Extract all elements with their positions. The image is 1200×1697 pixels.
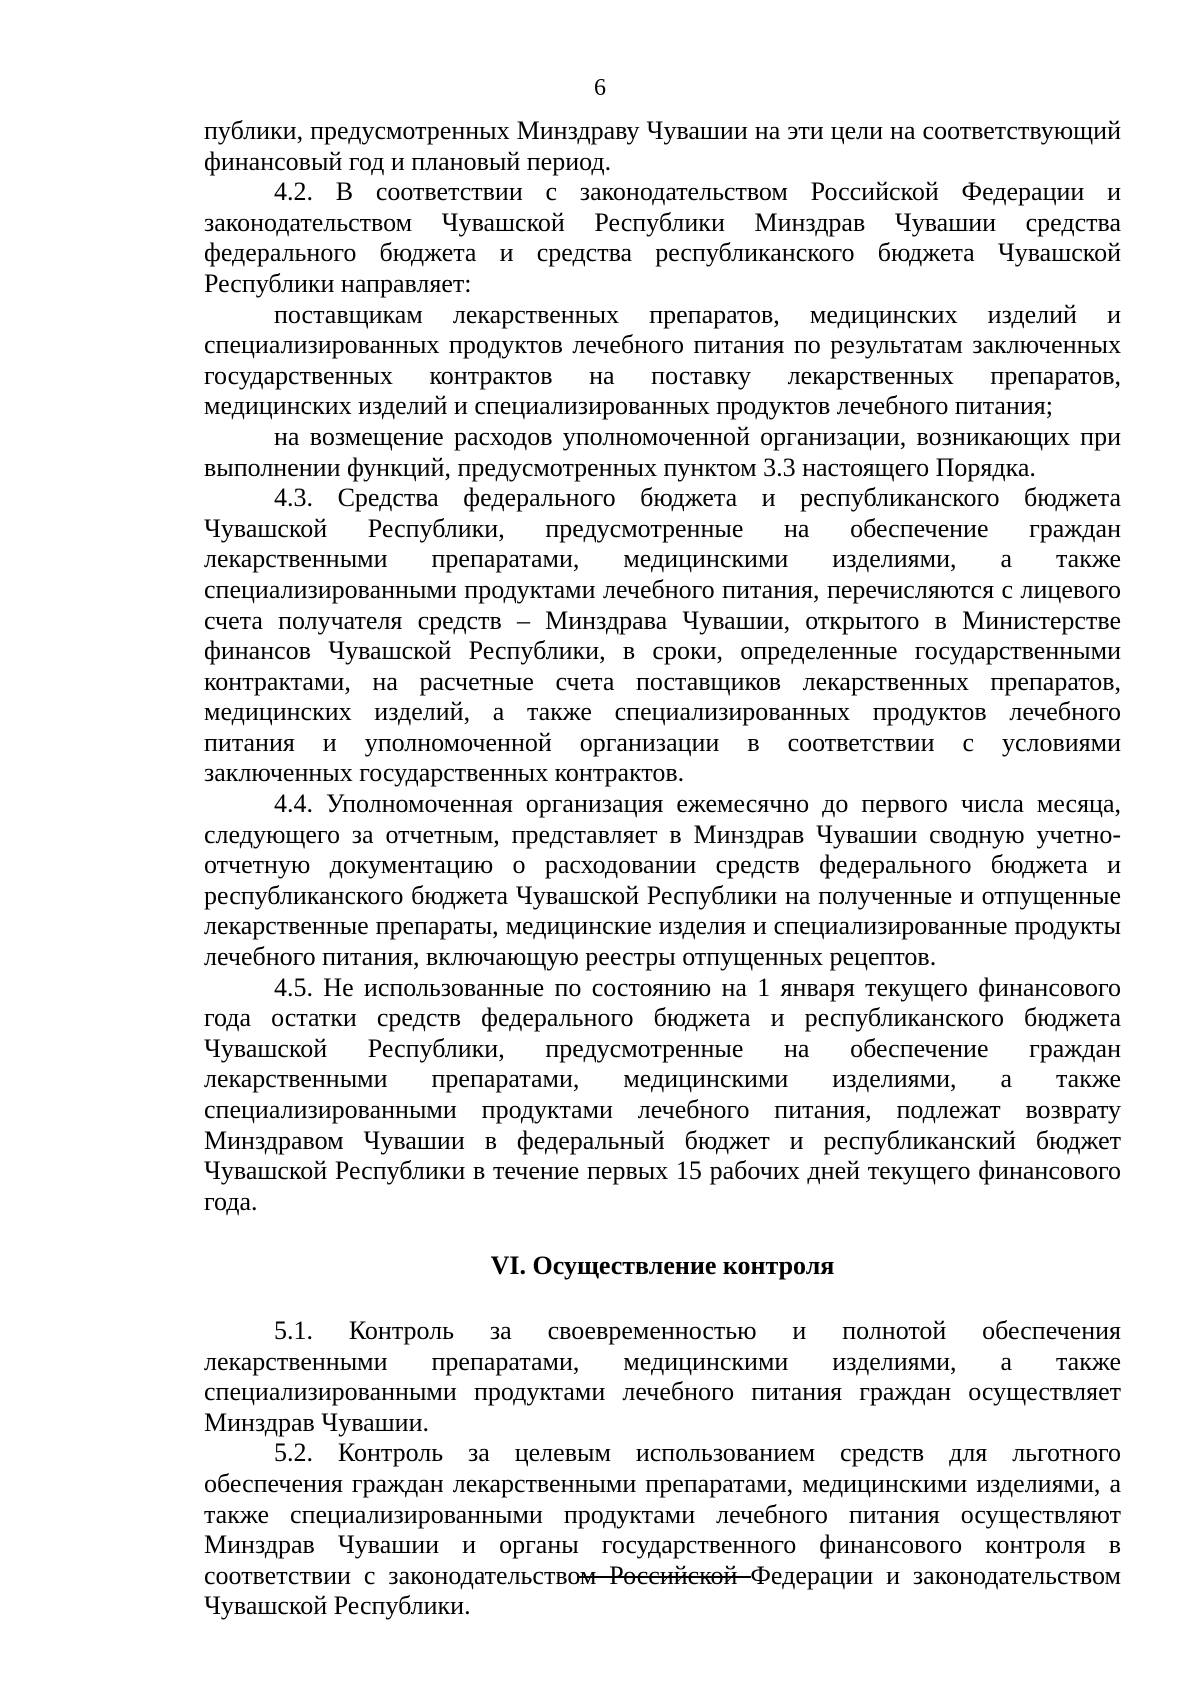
end-divider xyxy=(577,1576,751,1578)
page-number: 6 xyxy=(594,75,606,101)
paragraph-reimbursement: на возмещение расходов уполномоченной организации, возникающих при выполнении функций, предусмотренных пунктом 3.3 настоящего Порядка. xyxy=(204,421,1121,482)
section-title: VI. Осуществление контроля xyxy=(490,1251,835,1281)
paragraph-4-3: 4.3. Средства федерального бюджета и республиканского бюджета Чувашской Республики, предусмотренные на обеспечение граждан лекарственными препаратами, медицинскими изделиями, а также специализированными продуктами лечебного питания, перечисляются с лицевого счета получателя средств – Минздрава Чувашии, открытого в Министерстве финансов Чувашской Республики, в сроки, определенные государственными контрактами, на расчетные счета поставщиков лекарственных препаратов, медицинских изделий, а также специализированных продуктов лечебного питания и уполномоченной организации в соответствии с условиями заключенных государственных контрактов. xyxy=(204,483,1121,788)
document-body xyxy=(204,116,1121,1622)
paragraph-4-4: 4.4. Уполномоченная организация ежемесячно до первого числа месяца, следующего за отчетным, представляет в Минздрав Чувашии сводную учетно-отчетную документацию о расходовании средств федерального бюджета и республиканского бюджета Чувашской Республики на полученные и отпущенные лекарственные препараты, медицинские изделия и специализированные продукты лечебного питания, включающую реестры отпущенных рецептов. xyxy=(204,789,1121,972)
paragraph-5-1: 5.1. Контроль за своевременностью и полнотой обеспечения лекарственными препаратами, медицинскими изделиями, а также специализированными продуктами лечебного питания граждан осуществляет Минздрав Чувашии. xyxy=(204,1315,1121,1437)
paragraph-4-5: 4.5. Не использованные по состоянию на 1 января текущего финансового года остатки средств федерального бюджета и республиканского бюджета Чувашской Республики, предусмотренные на обеспечение граждан лекарственными препаратами, медицинскими изделиями, а также специализированными продуктами лечебного питания, подлежат возврату Минздравом Чувашии в федеральный бюджет и республиканский бюджет Чувашской Республики в течение первых 15 рабочих дней текущего финансового года. xyxy=(204,972,1121,1216)
paragraph-4-2: 4.2. В соответствии с законодательством Российской Федерации и законодательством Чувашской Республики Минздрав Чувашии средства федерального бюджета и средства республиканского бюджета Чувашской Республики направляет: xyxy=(204,177,1121,298)
paragraph-5-2: 5.2. Контроль за целевым использованием средств для льготного обеспечения граждан лекарственными препаратами, медицинскими изделиями, а также специализированными продуктами лечебного питания осуществляют Минздрав Чувашии и органы государственного финансового контроля в соответствии с законодательством Российской Федерации и законодательством Чувашской Республики. xyxy=(204,1438,1121,1621)
paragraph-suppliers: поставщикам лекарственных препаратов, медицинских изделий и специализированных продуктов лечебного питания по результатам заключенных государственных контрактов на поставку лекарственных препаратов, медицинских изделий и специализированных продуктов лечебного питания; xyxy=(204,299,1121,421)
paragraph-continuation: публики, предусмотренных Минздраву Чувашии на эти цели на соответствующий финансовый год и плановый период. xyxy=(204,116,1121,176)
